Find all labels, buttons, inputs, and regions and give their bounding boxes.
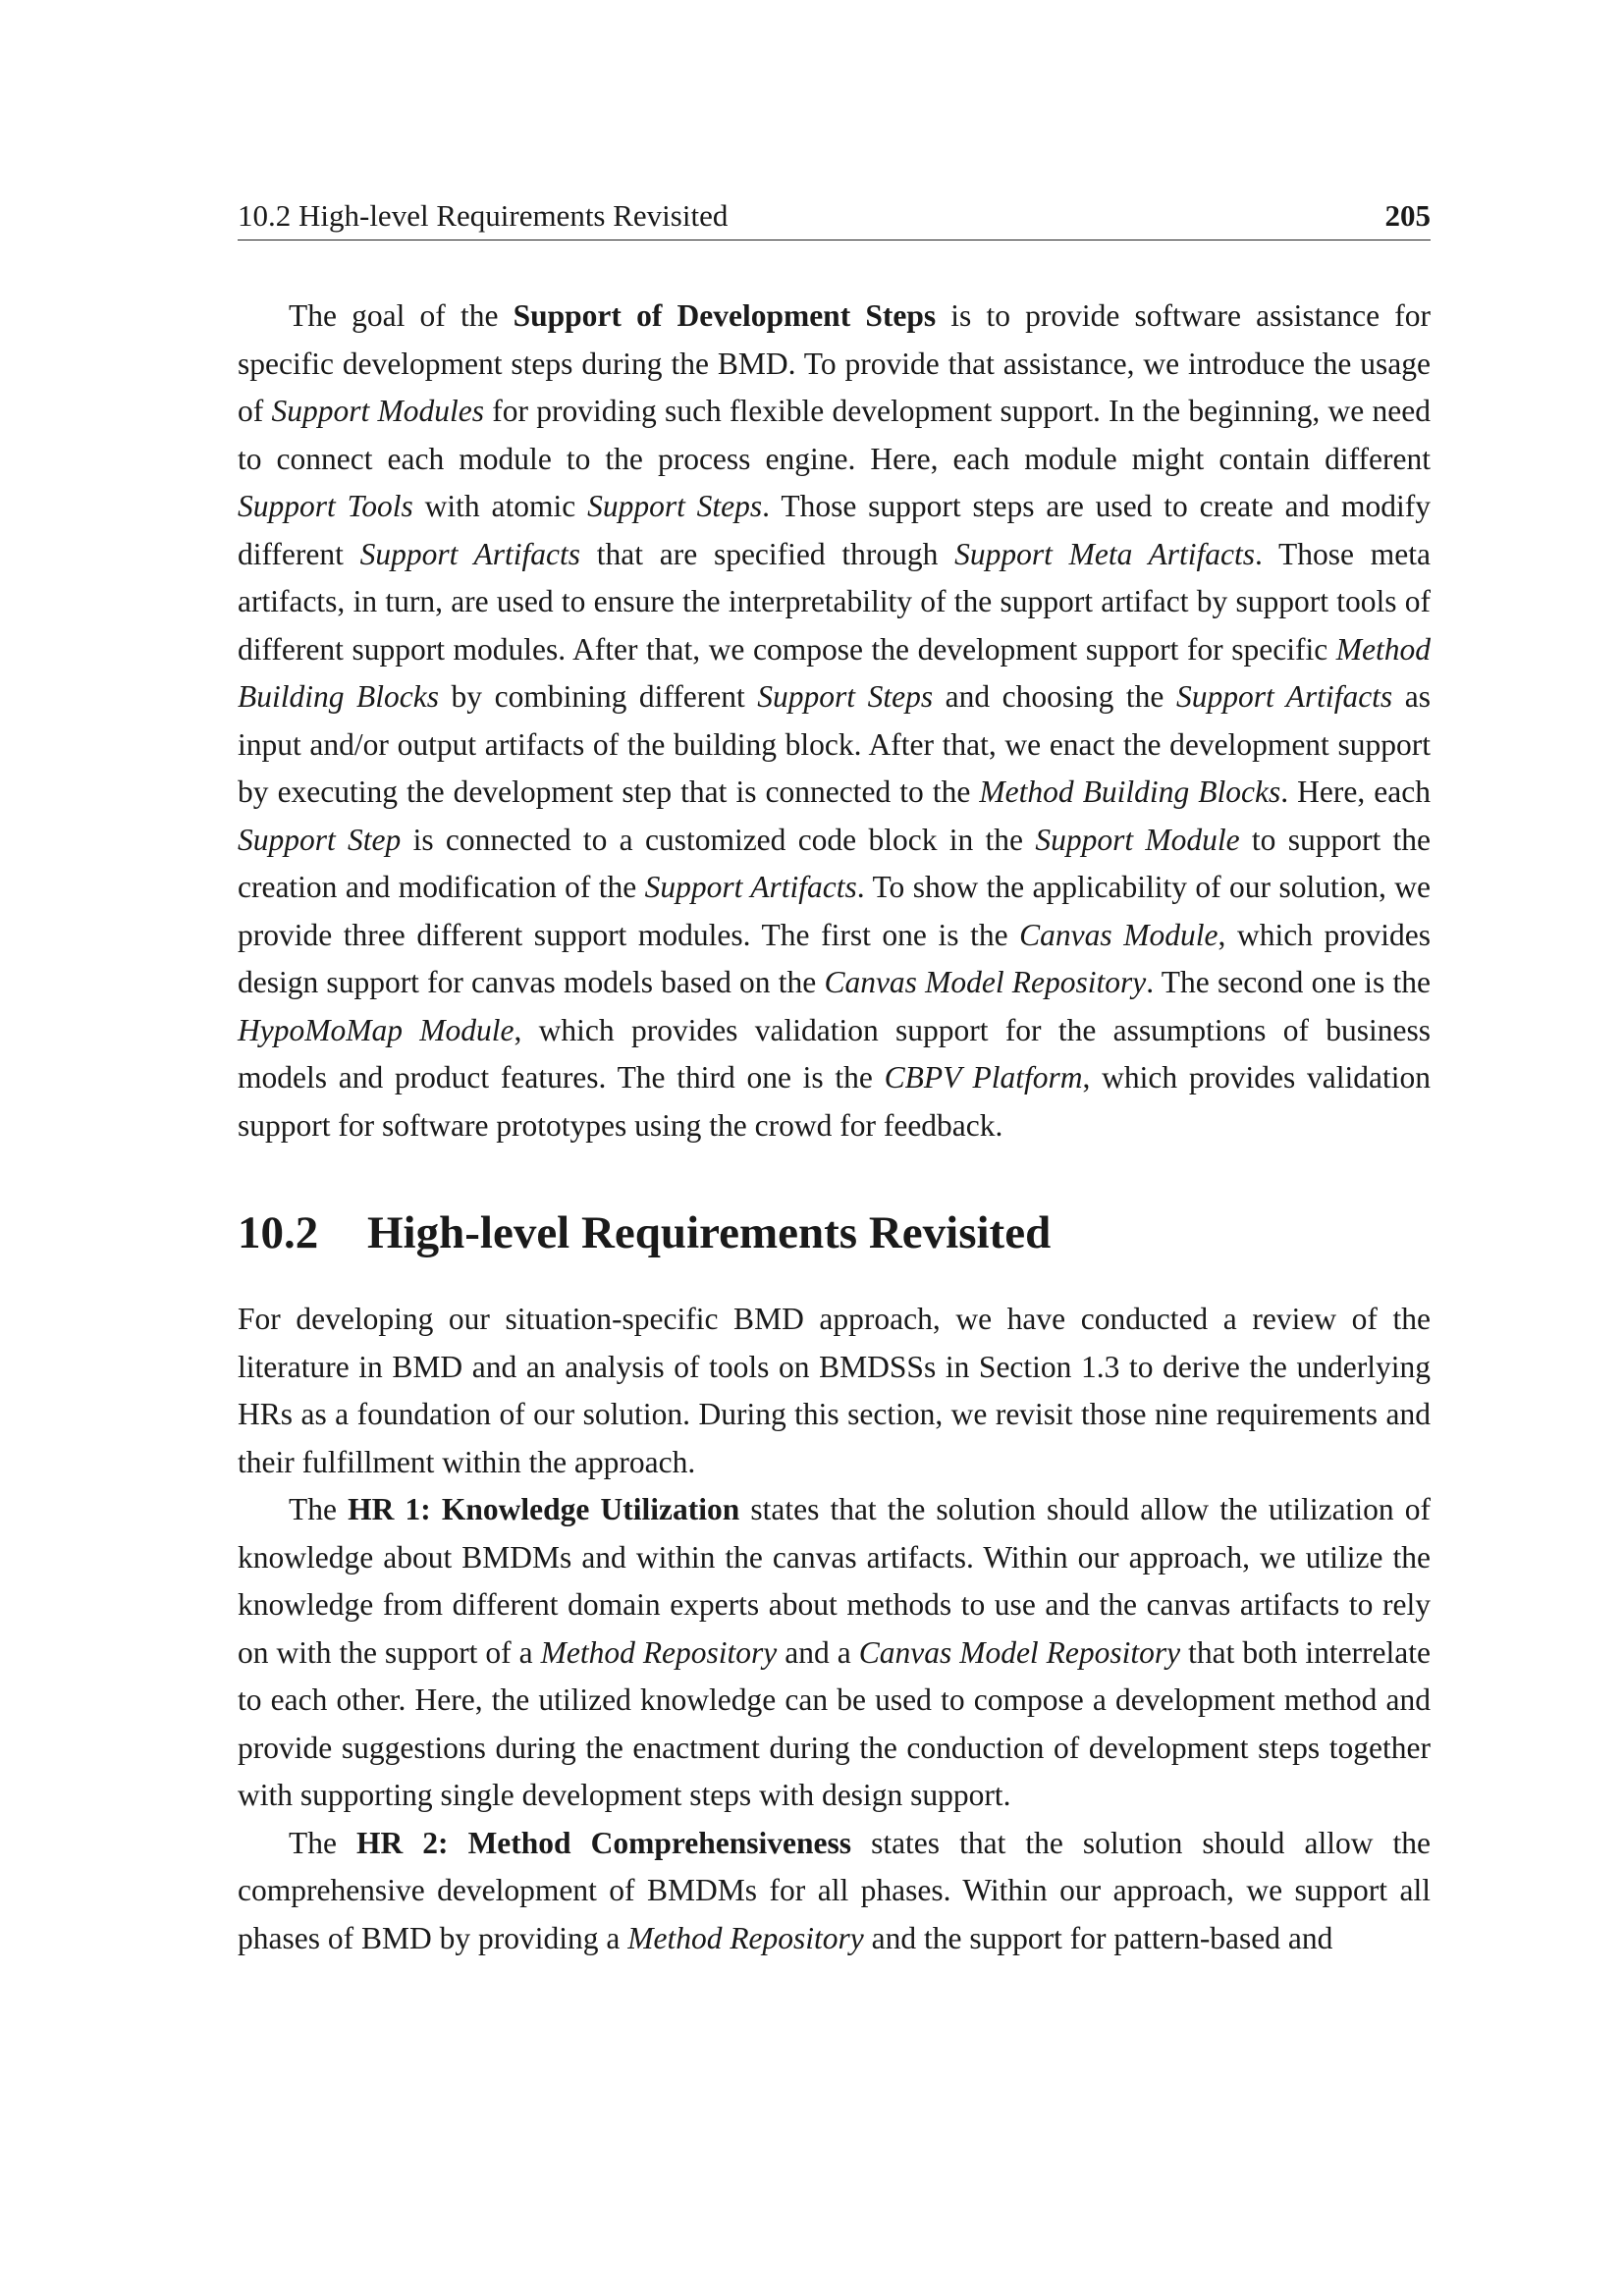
italic-term: Support Module — [1035, 822, 1240, 857]
text-run: as input and/or output artifacts of the building block. After that, we enact the development support by executing the development step that is connected to the — [238, 679, 1431, 809]
italic-term: Support Step — [238, 822, 402, 857]
text-run: . Those support steps are used to create and modify different — [238, 489, 1431, 571]
text-run: . Here, each — [1280, 774, 1431, 809]
text-run: that are specified through — [580, 536, 955, 571]
text-run: The — [289, 1492, 349, 1526]
italic-term: Support Steps — [587, 489, 763, 523]
text-run: to support the creation and modification of the — [238, 822, 1431, 904]
bold-term: HR 1: Knowledge Utilization — [348, 1492, 740, 1526]
text-run: for providing such flexible development support. In the beginning, we need to connect each module to the process engine. Here, each module might contain different — [238, 394, 1431, 476]
paragraph-intro: For developing our situation-specific BMD approach, we have conducted a review of the literature in BMD and an analysis of tools on BMDSSs in Section 1.3 to derive the underlying HRs as a foundation of our solution. During this section, we revisit those nine requirements and their fulfillment within the approach. — [238, 1302, 1431, 1479]
text-run: is to provide software assistance for specific development steps during the BMD. To provide that assistance, we introduce the usage of — [238, 298, 1431, 428]
italic-term: Method Repository — [627, 1920, 864, 1955]
italic-term: HypoMoMap Module — [238, 1012, 514, 1047]
italic-term: Method Building Blocks — [979, 774, 1281, 809]
page-number: 205 — [1384, 198, 1431, 233]
paragraph-hr1 — [238, 1486, 1431, 1820]
italic-term: Canvas Model Repository — [858, 1634, 1181, 1670]
italic-term: Method Building Blocks — [238, 631, 1431, 714]
text-run: , which provides validation support for the assumptions of business models and product features. The third one is the — [238, 1012, 1432, 1095]
text-run: . To show the applicability of our solution, we provide three different support modules. The first one is the — [238, 870, 1431, 952]
text-run: and a — [777, 1634, 859, 1670]
bold-term: HR 2: Method Comprehensiveness — [356, 1825, 852, 1860]
text-run: states that the solution should allow the utilization of knowledge about BMDMs and within the canvas artifacts. Within our approach, we utilize the knowledge from different domain experts about methods to use and the canvas artifacts to rely on with the support of a — [238, 1492, 1431, 1670]
text-run: . Those meta artifacts, in turn, are used to ensure the interpretability of the support artifact by support tools of different support modules. After that, we compose the development support for specific — [238, 536, 1431, 667]
text-run: is connected to a customized code block in the — [401, 822, 1036, 857]
italic-term: Support Steps — [757, 679, 934, 714]
text-run: , which provides design support for canvas models based on the — [238, 917, 1431, 999]
italic-term: Support Artifacts — [644, 870, 857, 904]
italic-term: Support Modules — [271, 394, 485, 428]
text-run: with atomic — [412, 489, 588, 523]
italic-term: Canvas Module — [1019, 917, 1218, 952]
italic-term: Method Repository — [540, 1634, 778, 1670]
section-number: 10.2 — [238, 1207, 319, 1258]
text-run: states that the solution should allow the comprehensive development of BMDMs for all phases. Within our approach, we support all phases of BMD by providing a — [238, 1825, 1431, 1955]
text-run: , which provides validation support for software prototypes using the crowd for feedback. — [238, 1060, 1431, 1143]
running-header — [238, 196, 1431, 240]
text-run: by combining different — [439, 679, 758, 714]
running-title: 10.2 High-level Requirements Revisited — [238, 198, 729, 233]
section-heading — [238, 1203, 1431, 1262]
text-run: . The second one is the — [1146, 965, 1431, 999]
bold-term: Support of Development Steps — [513, 298, 937, 333]
text-run: The goal of the — [289, 298, 514, 333]
italic-term: CBPV Platform — [884, 1060, 1083, 1095]
text-run: The — [289, 1825, 357, 1860]
text-run: and choosing the — [933, 679, 1176, 714]
text-run: and the support for pattern-based and — [863, 1920, 1333, 1955]
italic-term: Support Artifacts — [359, 536, 581, 571]
italic-term: Support Tools — [238, 489, 413, 523]
paragraph-hr2 — [238, 1820, 1431, 1963]
text-run: that both interrelate to each other. Here, the utilized knowledge can be used to compose a development method and provide suggestions during the enactment during the conduction of development steps together with supporting single development steps with design support. — [238, 1634, 1431, 1812]
body-text — [238, 293, 1431, 1962]
italic-term: Support Artifacts — [1175, 679, 1393, 714]
section-title: High-level Requirements Revisited — [367, 1207, 1052, 1258]
italic-term: Support Meta Artifacts — [954, 536, 1255, 571]
paragraph-support-of-development-steps — [238, 293, 1431, 1149]
italic-term: Canvas Model Repository — [824, 965, 1147, 999]
